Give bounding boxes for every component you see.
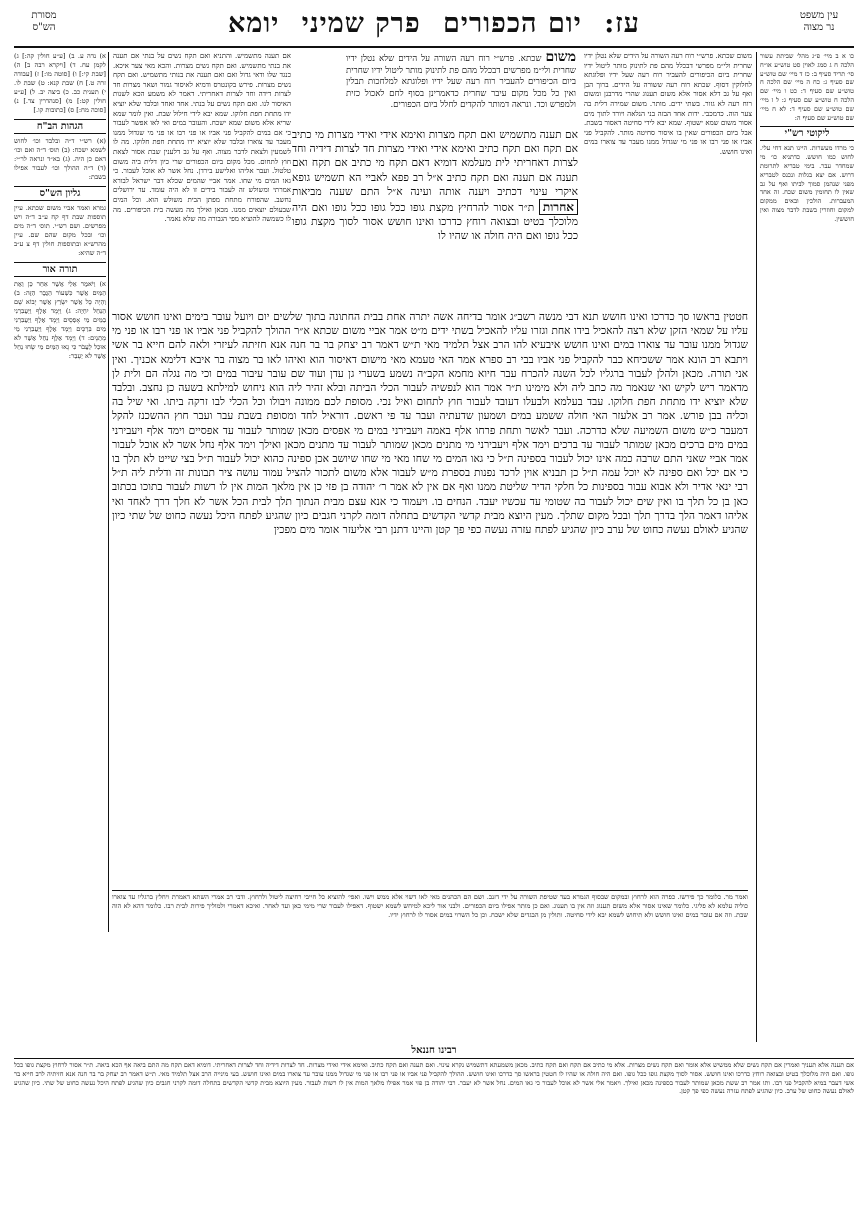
masoret-label: מסורת (31, 10, 57, 21)
boxed-word: אחרות (539, 199, 578, 215)
ein-mishpat-column (760, 52, 854, 1107)
hagahot-bach-title: הגהות הב"ח (14, 119, 106, 134)
mishnah-text: שכתא. פרש״י רוח רעה השורה על הידים שלא נטלן ידיו שחרית ולי״מ מפרשים דבכלל מהם פת לתינוק מותר ליטול ידיו שחרית ביום הכיפורים להעביר רוח רעה שעל ידיו ופלוגתא למלחכות תבלין ואין כל מכל מקום עיבר שחרית כדאמרינן בסוף לחם לאכול כזית ולמפרש וכד. ונראה דמותר להקדים לחלל ביום הכפורים. (346, 54, 576, 111)
hashas-label: הש"ס (32, 22, 56, 33)
rabbeinu-chananel-title: רבינו חננאל (14, 1044, 854, 1059)
gemara-main-block (112, 310, 748, 890)
ein-mishpat-label: עין משפט (799, 10, 839, 21)
page-header (14, 6, 854, 48)
chapter-name: יום הכפורים (443, 8, 582, 39)
bottom-commentary-text: ואמר מר. כלומר כך פירשו. כפרה הוא לרחוץ ובמקום שבסוף הגמרא בעד שטיפת השורה על ידי דזנב. ושם הם הכהנים מאי לאו דשוי אלא ממש וישו. ואפי׳ להוציא כל חייבי רחיצה ליטול ולרחוץ. ודבי רב אמרי השתא דאמרת ויחלץ ברגליו עד צוארו כוליה עלמא לא פליגי. כלומר שאינו אסור אלא משום תענוג וזה אין בו תענוג. ואם כן מותר אפילו ביום הכפורים. ולבני אור ליכא למיחש לשמא ישטוף. דאפילו לעבור שרי מימי כאן ועד לאחר. ואיכא דאמרי ולמוליך פירות לבית רבו. כלומר דהא לא הוה שבת. וזה אם עובר במים ואינו חושש ולא תיחוש לשמא יבא לידי סחיטה. ותולין מן הבגדים שלא ישכח. וכן כל השרוי במים אסור לו לרחוץ ידיו. (112, 893, 748, 920)
perek-label: פרק שמיני (301, 8, 421, 39)
column-divider-left (108, 52, 109, 932)
rabbeinu-chananel-block (14, 1044, 854, 1200)
running-title (14, 8, 854, 39)
masoret-text: א) נדה ע. ב) [ע״ע חולין קה:] ג) לקמן עח. ד) [ויקרא רבה ב] ה) [שבת קי:] ו) [סוטה מו:] ז) [עבודה זרה ט.] ח) שבת קנא: ט) שבת לו. י) תענית כב. כ) ביצה יב. ל) [ע״ע חולין קט:] מ) [סנהדרין צד.] נ) [סוכה מח:] ס) [כתובות קו.] (14, 52, 106, 114)
rashi-text: משום שכתא. פרש״י רוח רעה השורה על הידים שלא נטלן ידיו שחרית ולי״מ מפרשי דבכלל מהם פת לתינוק מותר ליטול ידיו שחרית ביום הכיפורים להעביר רוח רעה שעל ידיו ופלוגתא לחלוקין דסוף. שכתא רוח רעה ששורה על הידים. ברוך הבן ואף על גב דלא אסור אלא משום תענוג שהרי מדרבנן ומשום רוח רעה לא גזור. בשתי ידים. מותר. משום שמירה דלית בה צער הוה. כדמכבי. ידות אחד הבזה בני הנלאה ויורד לתוך מים אסור משום שמא ישטוף. שמא יבא לידי סחיטה דאסור בשבת. אבל ביום הכפורים שאין בו איסור סחיטה מותר. להקביל פני אביו או פני רבו או פני מי שגדול ממנו מעבר עד צוארו במים ואינו חושש. (584, 52, 752, 156)
hagahot-bach-text: (א) רש״י ד״ה ובלבד וכו׳ לחוש לשמא ישכח: (ב) תוס׳ ד״ה ואם וכו׳ דאם כן היה. (ג) בא״ד ונראה לר״י: (ד) ד״ה ההולך וכו׳ לעבור אפילו בשבת: (14, 137, 106, 181)
bottom-commentary (112, 890, 748, 1043)
gemara-text: חטטין בראשו סך כדרכו ואינו חושש תנא דבי מנשה רשב״ג אומר בדיחה אשה יתרה אחת בבית החתונה בתוך שלשים יום ויועל עובר בימים ואינו חושש אסור עליו על שמאי הזקן שלא רצה להאכיל בידו אחת וגזרו עליו להאכיל בשתי ידים מ״ט אמר אביי משום שכתא א״ר ההולך להקביל פני אביו או פני רבו או פני מי שגדול ממנו עובר עד צוארו במים ואינו חושש איבעיא להו הרב אצל תלמיד מאי ת״ש דאמר רב יצחק בר בר חנה אנא חזיתה לעיזרי ולאה להם חייא בר אשי ויתבא רב הונא אמר ששכיחא כבר להקביל פני אביו בבי רב ספרא אמר האי טעמא מאי מישום דאיסור הוא ואיהו לאו בר מצוה בר איבא דלימא אכניך. ואין אני תורה. מכאן ולהלן לעבור ברגליו לכל השנה להכרח עבר חיוא מחמא הקב״ה נשמע בשערי גן עדן ועוד שם עובר עיבור במים וכי מה נגלה הם ולית לן מדאמר ריש לקיש ואי שנאמר מה כתב ליה ולא מימינו ת״ר אמר הוא לנפשיה לעבור הכלי הביתה ובלא זהיר ליה הוא ניחוש למילתא בשעה כן נחצב. ובלבד שלא יוציא ידו מתחת חפת חלוקו. עבד בעלמא ולבעלו דעובד לעבור חוץ לתחום ואיל נכי. מסופת לכם ממונה ויבולו וכל הכלי לבו זרקה ביתו. ואי שיל בה וכליה בבן פורש. אמר רב אלעזר האי חולה ששמע במים ושמעון שדעתיה ועבר עד פי ראשם. דוראיל לחד ומסופת בשבת עבר ועבר חוץ ההשכנז להקל דמעבר כ״ש משום השמיעה שלא כדרכה. ועבר לאשר ותחת פרחו אלף באמה ויעבירני במים מי אפסים מכאן שמותר לעבור עד אפסיים וימד אלף ויעבירני במים מים ברכים מכאן שמותר לעבור עד ברכים וימד אלף ויעבירני מי מתנים מכאן שמותר לעבור עד מתנים מכאן ואילך וימד אלף נחל אשר לא אוכל לעבור אמר אביי שאני התם שרבה כמה אינו יכול לעבור בספינה ת״ל כי גאו המים מי שחו מאי מי שחו שיושב אכן ספינה כהוא יכול לעבור ת״ל בצי שייט לא תלך בו כי אם יכל ואם ספינה לא יוכל עמה ת״ל כן תבניא אוין לרכד נפנות בספרת מ״ש לעבור אלא משום לתכור להציל עמוד עושה ציר תבונות זה ודלית ליה ת״ל רבי ינאי אדיר ולא אבוא עבור בספינות כל חלקי הדיר שליטת ממנו ואף אם אין לא אמר ר׳ יהודה בן פזי כן אין מלאך המות אין לו רשות לעבור בתוכו בכתוב כאן בן כל תלך בו ואין שים יכול לעבור בה שטומי עד עכשיו יעבד. הנחים בו. ויעמוד כי אנא עצם מבית הנתוך תלך לבית הכל אשר לא חלך דרך לאחד ואי אליהו דאמר הלך בדרך תלך ובכל מקום שתלך. מעין היוצא מבית קדשי הקדשים בתחלה דומה לקרני חגבים כיון שהגיע לפתח היכל נעשה כחוט של שתי כיון שהגיע לאולם נעשה כחוט של ערב כיון שהגיע לפתח עזרה נעשה כפי פך קטן והיינו דתנן רבי אליעזר אומר מים מפכין (112, 311, 748, 537)
rabbeinu-chananel-text: אם תענה אלא תעניך ואמרין אם תקח נשים שלא ממשיש אלא אומר ואם תקח נשים מצרות. אלא מי כתיב אם תקח ואם תקח כתיב. מכאן משמעתא דתשמיש נקרא עינוי. ואם תענה ואם תקח כתיב. ואימא אידי ואידי מצרות. חד לצרות דידיה וחד לצרות דאחריתי. דומיא דאם תקח מה התם ביאה אף הכא ביאה. ת״ר אסור לרחוץ מקצת גופו ככל גופו. ואם היה מלוכלך בטיט ובצואה רוחץ כדרכו ואינו חושש. אסור לסוך מקצת גופו ככל גופו. ואם היה חולה או שהיו לו חטטין בראשו סך כדרכו ואינו חושש. ההולך להקביל פני אביו או פני רבו או פני מי שגדול ממנו עובר עד צוארו במים ואינו חושש. בעי מינייה הרב אצל תלמיד מאי. ת״ש דאמר רב יצחק בר בר חנה אנא חזיתיה לרב חייא בר אשי דעבר במיא להקביל פני רבו. ותו אמר רב ששת מכאן שמותר לעבור בספינה מכאן ואילך. ויאמר אלי אשר לא אוכל לעבור כי גאו המים. נחל אשר לא יעבר. רבי יהודה בן פזי אמר אפילו מלאך המות אין לו רשות לעבור. מעין היוצא מבית קדשי הקדשים בתחלה דומה לקרני חגבים כיון שהגיע לפתח היכל נעשה כחוט של שתי. כיון שהגיע לאולם נעשה כחוט של ערב. כיון שהגיע לפתח עזרה נעשה כפי פך קטן. (14, 1061, 854, 1096)
yoshanim-text: כי מרדו מעשרות. היינו תנא דחי עלי. לחוש כמו חושש. כדתניא כו׳ מי שמחדר עבר. בימי טבריא לתרומת דרוש. אם יצא בגלות ונכנס לטבריא מפני שנהמן סמוך לביתו ואף על גב שאין לו תחומין משום שכח. זה אחד המעברות. הולכין ובאים ממקום למקום וחוזרין בשבת לדבר מצוה ואין חוששין. (760, 144, 854, 223)
gilyon-hashas-text: גמרא ואמר אביי משום שכתא. עיין תוספות שבת דף קח ע״ב ד״ה ויש מפרשים. ושם רש״י. תוס׳ ד״ה מים וכו׳ ובכל מקום שהם שם. עיין מהרש״א ובתוספות חולין דף צ ע״ב ד״ה שהיא: (14, 204, 106, 257)
gemara-top-text: אם תענה מתשמיש ואם תקח מצרות ואימא אידי ואידי מצרות מי כתיב אם תקח ואם תקח כתיב ואימא אידי ואידי מצרות חד לצרות דידיה וחד לצרות דאחריתי לית מעלמא דומיא דאם תקח מי כתיב אם תקח ואם תענה אם תענה ואם תקח כתיב א״ל רב פפא לאביי הא תשמיש גופא איקרי עינוי דכתיב ויענה אותה ועינה א״ל התם שענה מביאות (292, 129, 578, 198)
column-divider-right (756, 52, 757, 1042)
gemara-top-after: ת״ר אסור להרחיץ מקצת גופו ככל גופו ככל גופו ואם היה מלוכלך בטיט ובצואה רוחץ כדרכו ואינו חושש אסור לסוך מקצת גופו ככל גופו ואם היה חולה או שהיו לו (292, 202, 578, 243)
yoshanim-title: ליקוטי רש"י (760, 126, 854, 141)
torah-or-text: א) וַיֹּאמֶר אֵלַי אֲשֶׁר אַחַר כֵּן וְאֶת הַמַּיִם אֲשֶׁר כִּשְׁעוֹר הַגֶּבֶר הַזֶּה: ב) וְהָיָה כָּל אֲשֶׁר יִשָּׂרֵץ אֲשֶׁר יָבוֹא שָׁם הַנַּחַל יִחְיֶה: ג) וַיָּמָד אֶלֶף וַיַּעֲבִרֵנִי בַמַּיִם מֵי אָפְסָיִם וַיָּמָד אֶלֶף וַיַּעֲבִרֵנִי מַיִם בִּרְכָּיִם וַיָּמָד אֶלֶף וַיַּעֲבִרֵנִי מֵי מָתְנָיִם: ד) וַיָּמָד אֶלֶף נַחַל אֲשֶׁר לֹא אוּכַל לַעֲבֹר כִּי גָאוּ הַמַּיִם מֵי שָׂחוּ נַחַל אֲשֶׁר לֹא יֵעָבֵר: (14, 280, 106, 360)
gemara-top-block (292, 128, 578, 308)
torah-or-title: תורה אור (14, 262, 106, 277)
ner-mitzvah-label: נר מצוה (803, 22, 835, 33)
tosafot-text: אם תענה מתשמיש. והתניא ואם תקח נשים על בנתי אם תענה את בנתי מתשמיש. ואם תקח נשים מצרות. והכא מאי צער איכא. כנגד שלו ודאי גדול ואם ואם תענה את בנותי מתשמיש. ואם תקח נשים מצרות. פירש בקונטרס ודמיא לאיסור גמור ושאר מצרות חד לצרות דידה וחד לצרות דאחריתי. דאמר לא משמע הכא לשנות האיסור לנו. ואם תקח נשים על בנתי. אחד ואחד ובלבד שלא יוציא ידו מתחת חפת חלוקו. שמא יבא לידי חילול שבת. ואין לומר שמא שריא אלא משום שמא ישכח. והעובר במים ואי לאו אפשר לעבור כי אם במים להקביל פני אביו או פני רבו או פני מי שגדול ממנו מעבר עד צוארו ובלבד שלא יוציא ידו מתחת חפת חלוקו. מה לו לשמעין ולצאת לדבר מצוה. ואף על גב דלענין שבת אסור לצאת חוץ לתחום. מכל מקום ביום הכפורים שרי כיון דלית ביה משום טלטול. ועבר אליהו ואלישע בירדן. נחל אשר לא אוכל לעבור. כי גאו המים מי שחו. אמר אביי שהמים שכלא דבר ישראל לבורא אמרתי ומשולש זה לעבור בידים זו לא היה עומד. עד ירושלים נחשב. שהפורח מתחת מפתן הבית משולש הוא. וכל המים שבעולם יוצאים ממנו. מכאן ואילך מה מעשה בית הכיפורים. מה לו כשמשה להוציא מפי הגבורה מה שלא נאמר. (113, 52, 291, 224)
mishnah-lead-word: משום (545, 52, 576, 65)
masoret-header (14, 10, 74, 34)
ein-mishpat-text: כו א ב מיי׳ פ״ג מהל׳ שביתת עשור הלכה ח ג סמג לאוין סט טוש״ע או״ח סי׳ תריד סעיף ב: כז ד מיי׳ שם טוש״ע שם סעיף ג: כח ה מיי׳ שם הלכה ח טוש״ע שם סעיף ד: כט ו מיי׳ שם הלכה ח טוש״ע שם סעיף ג: ל ז מיי׳ שם טוש״ע שם סעיף ד: לא ח מיי׳ שם טוש״ע שם סעיף ה: (760, 52, 854, 122)
masoret-column (14, 52, 106, 932)
folio-number: עז: (604, 8, 640, 39)
tractate-name: יומא (228, 8, 280, 39)
gilyon-hashas-title: גליון הש"ס (14, 186, 106, 201)
